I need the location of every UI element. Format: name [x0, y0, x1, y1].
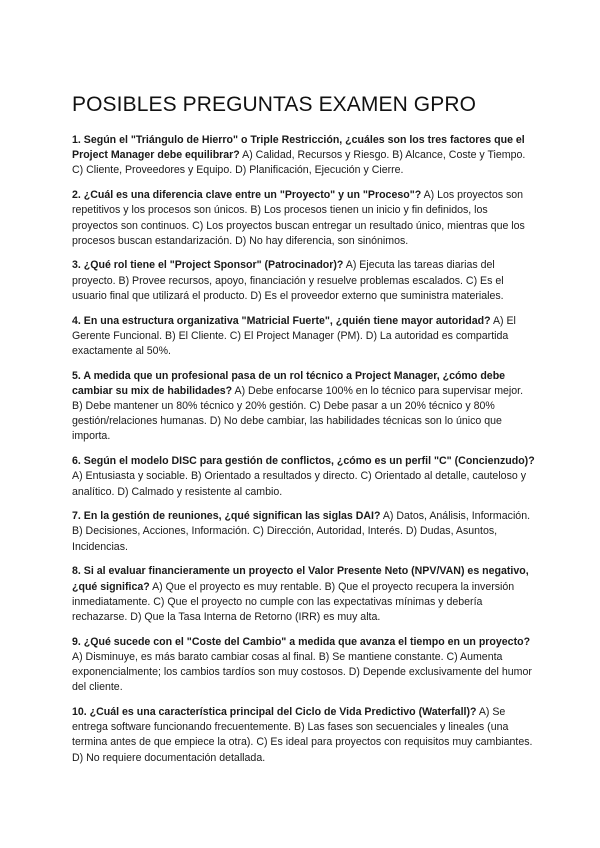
- question-3: [72, 258, 536, 304]
- question-1-answers: A) Calidad, Recursos y Riesgo. B) Alcance, Coste y Tiempo. C) Cliente, Proveedores y Equipo. D) Planificación, Ejecución y Cierre.: [72, 149, 526, 177]
- question-2-text: 2. ¿Cuál es una diferencia clave entre un "Proyecto" y un "Proceso"?: [72, 189, 422, 202]
- question-4-text: 4. En una estructura organizativa "Matricial Fuerte", ¿quién tiene mayor autoridad?: [72, 314, 491, 327]
- question-10-answers: A) Se entrega software funcionando frecuentemente. B) Las fases son secuenciales y lineales (una termina antes de que empiece la otra). C) Es ideal para proyectos con requisitos muy cambiantes. D) No requiere documentación detallada.: [72, 706, 533, 764]
- question-10-text: 10. ¿Cuál es una característica principal del Ciclo de Vida Predictivo (Waterfall)?: [72, 706, 477, 718]
- question-2-answers: A) Los proyectos son repetitivos y los procesos son únicos. B) Los procesos tienen un inicio y fin definidos, los proyectos son continuos. C) Los proyectos buscan entregar un resultado único, mientras que los procesos buscan estandarización. D) No hay diferencia, son sinónimos.: [72, 189, 525, 247]
- question-7-answers: A) Datos, Análisis, Información. B) Decisiones, Acciones, Información. C) Dirección, Autoridad, Interés. D) Dudas, Asuntos, Incidencias.: [72, 510, 531, 553]
- question-9-text: 9. ¿Qué sucede con el "Coste del Cambio" a medida que avanza el tiempo en un proyecto?: [72, 635, 531, 648]
- question-7: [72, 509, 536, 555]
- question-5-answers: A) Debe enfocarse 100% en lo técnico para supervisar mejor. B) Debe mantener un 80% técnico y 20% gestión. C) Debe pasar a un 20% técnico y 80% gestión/relaciones humanas. D) No debe cambiar, las habilidades técnicas son lo único que importa.: [72, 384, 524, 443]
- question-5-text: 5. A medida que un profesional pasa de un rol técnico a Project Manager, ¿cómo debe cambiar su mix de habilidades?: [72, 369, 506, 397]
- question-9-answers: A) Disminuye, es más barato cambiar cosas al final. B) Se mantiene constante. C) Aumenta exponencialmente; los cambios tardíos son muy costosos. D) Depende exclusivamente del humor del cliente.: [72, 650, 532, 694]
- question-2: [72, 188, 536, 249]
- question-3-answers: A) Ejecuta las tareas diarias del proyecto. B) Provee recursos, apoyo, financiación y resuelve problemas escalados. C) Es el usuario final que utilizará el producto. D) Es el proveedor externo que suministra materiales.: [72, 259, 504, 302]
- question-8-answers: A) Que el proyecto es muy rentable. B) Que el proyecto recupera la inversión inmediatamente. C) Que el proyecto no cumple con las expectativas mínimas y debería rechazarse. D) Que la Tasa Interna de Retorno (IRR) es muy alta.: [72, 580, 515, 623]
- page-title: POSIBLES PREGUNTAS EXAMEN GPRO: [72, 93, 477, 116]
- question-10: [72, 705, 536, 766]
- question-6-text: 6. Según el modelo DISC para gestión de conflictos, ¿cómo es un perfil "C" (Concienzudo)?: [72, 455, 535, 468]
- question-1-text: 1. Según el "Triángulo de Hierro" o Triple Restricción, ¿cuáles son los tres factores que el Project Manager debe equilibrar?: [72, 134, 525, 162]
- question-1: [72, 133, 536, 179]
- question-6: [72, 454, 536, 500]
- question-8: [72, 564, 536, 625]
- question-3-text: 3. ¿Qué rol tiene el "Project Sponsor" (Patrocinador)?: [72, 259, 344, 272]
- question-8-text: 8. Si al evaluar financieramente un proyecto el Valor Presente Neto (NPV/VAN) es negativo, ¿qué significa?: [72, 565, 529, 593]
- question-7-text: 7. En la gestión de reuniones, ¿qué significan las siglas DAI?: [72, 510, 381, 523]
- question-4: [72, 314, 536, 360]
- question-5: [72, 369, 536, 445]
- question-9: [72, 635, 536, 696]
- question-6-answers: A) Entusiasta y sociable. B) Orientado a resultados y directo. C) Orientado al detalle, cauteloso y analítico. D) Calmado y resistente al cambio.: [72, 470, 526, 498]
- question-4-answers: A) El Gerente Funcional. B) El Cliente. C) El Project Manager (PM). D) La autoridad es compartida exactamente al 50%.: [72, 314, 516, 357]
